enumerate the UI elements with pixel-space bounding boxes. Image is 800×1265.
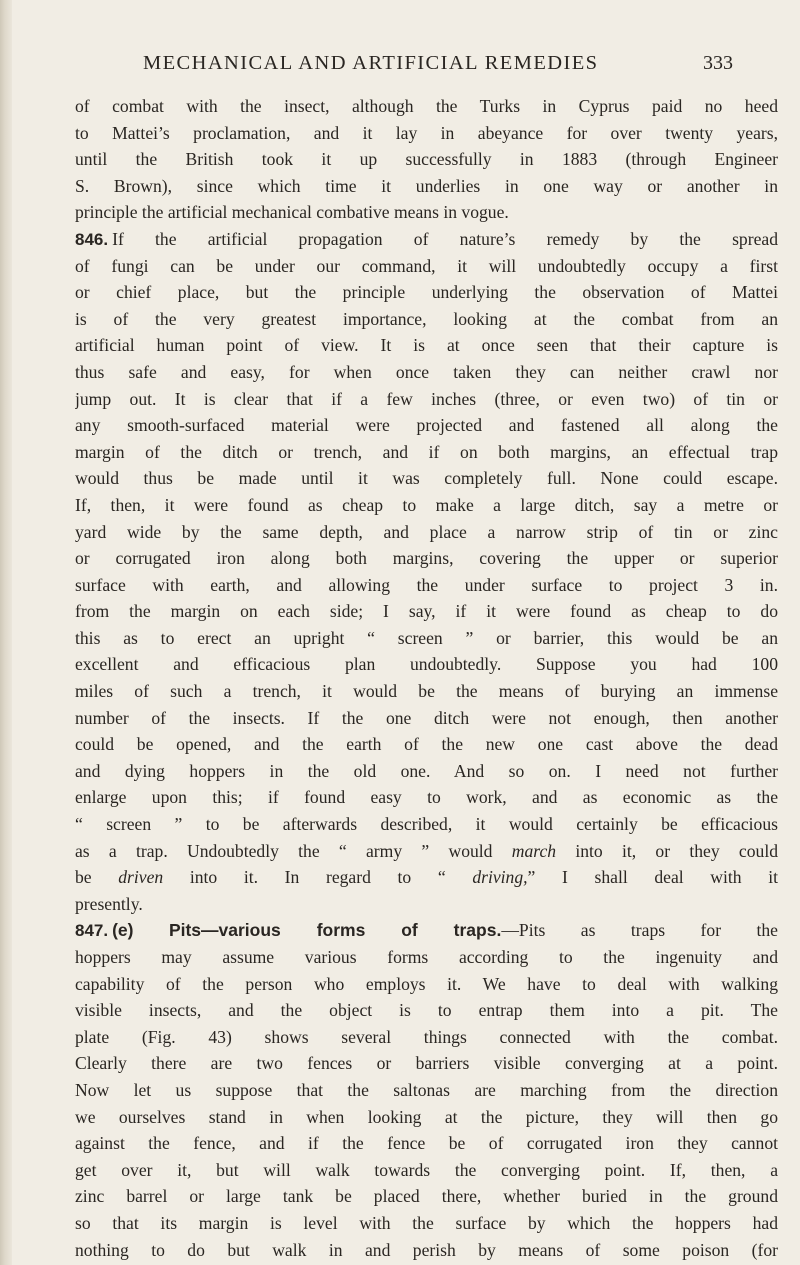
text-line: If, then, it were found as cheap to make a large ditch, say a metre or bbox=[75, 494, 778, 515]
text-segment: —Pits as traps for the bbox=[501, 920, 778, 941]
text-line: any smooth-surfaced material were projected and fastened all along the bbox=[75, 415, 778, 436]
text-line: could be opened, and the earth of the new one cast above the dead bbox=[75, 734, 778, 755]
paragraph-number-846: 846. bbox=[75, 229, 109, 249]
text-line: and dying hoppers in the old one. And so on. I need not further bbox=[75, 760, 778, 781]
text-line: thus safe and easy, for when once taken they can neither crawl nor bbox=[75, 361, 778, 382]
text-line: hoppers may assume various forms according to the ingenuity and bbox=[75, 947, 778, 967]
text-line: principle the artificial mechanical combative means in vogue. bbox=[75, 202, 509, 223]
text-line: of fungi can be under our command, it will undoubtedly occupy a first bbox=[75, 255, 778, 276]
running-head bbox=[0, 52, 800, 82]
text-line: S. Brown), since which time it underlies in one way or another in bbox=[75, 175, 778, 196]
text-line: plate (Fig. 43) shows several things connected with the combat. bbox=[75, 1026, 778, 1047]
text-line: “ screen ” to be afterwards described, it would certainly be efficacious bbox=[75, 814, 778, 835]
text-line: Now let us suppose that the saltonas are marching from the direction bbox=[75, 1079, 778, 1100]
text-line: visible insects, and the object is to entrap them into a pit. The bbox=[75, 1000, 778, 1021]
text-line: get over it, but will walk towards the converging point. If, then, a bbox=[75, 1159, 778, 1180]
text-line: excellent and efficacious plan undoubtedly. Suppose you had 100 bbox=[75, 654, 778, 675]
text-line: nothing to do but walk in and perish by means of some poison (for bbox=[75, 1239, 778, 1260]
text-line: of combat with the insect, although the Turks in Cyprus paid no heed bbox=[75, 96, 778, 116]
text-line-driven bbox=[75, 864, 778, 891]
text-line: miles of such a trench, it would be the means of burying an immense bbox=[75, 681, 778, 702]
text-line: number of the insects. If the one ditch were not enough, then another bbox=[75, 707, 778, 728]
text-line: would thus be made until it was completely full. None could escape. bbox=[75, 468, 778, 489]
text-line: to Mattei’s proclamation, and it lay in abeyance for over twenty years, bbox=[75, 122, 778, 143]
body-text bbox=[75, 93, 778, 1263]
italic-march: march bbox=[511, 840, 557, 861]
text-line: enlarge upon this; if found easy to work, and as economic as the bbox=[75, 787, 778, 808]
text-segment: be bbox=[75, 867, 119, 888]
running-head-title: MECHANICAL AND ARTIFICIAL REMEDIES bbox=[143, 52, 599, 74]
text-line: yard wide by the same depth, and place a narrow strip of tin or zinc bbox=[75, 521, 778, 542]
text-line: we ourselves stand in when looking at the picture, they will then go bbox=[75, 1106, 778, 1127]
section-heading: Pits—various forms of traps. bbox=[168, 920, 502, 941]
text-segment: into it. In regard to “ bbox=[163, 867, 473, 888]
page-number: 333 bbox=[703, 52, 733, 74]
text-line: presently. bbox=[75, 893, 143, 914]
paragraph-847-start bbox=[75, 917, 778, 944]
text-line: from the margin on each side; I say, if it were found as cheap to do bbox=[75, 601, 778, 622]
text-line: artificial human point of view. It is at once seen that their capture is bbox=[75, 335, 778, 356]
text-line: or chief place, but the principle underlying the observation of Mattei bbox=[75, 282, 778, 303]
text-line: jump out. It is clear that if a few inches (three, or even two) of tin or bbox=[75, 388, 778, 409]
italic-driven: driven bbox=[118, 867, 164, 888]
text-line: until the British took it up successfully in 1883 (through Engineer bbox=[75, 149, 778, 170]
text-line: zinc barrel or large tank be placed there, whether buried in the ground bbox=[75, 1186, 778, 1207]
paragraph-number-847: 847. bbox=[75, 921, 109, 941]
text-line-army bbox=[75, 838, 778, 865]
text-line: against the fence, and if the fence be of corrugated iron they cannot bbox=[75, 1133, 778, 1154]
page-gutter-shadow bbox=[0, 0, 12, 1265]
italic-driving: driving, bbox=[472, 867, 528, 888]
text-line: this as to erect an upright “ screen ” or barrier, this would be an bbox=[75, 627, 778, 648]
text-segment: into it, or they could bbox=[556, 840, 778, 861]
paragraph-846-start bbox=[75, 226, 778, 253]
text-line: capability of the person who employs it. We have to deal with walking bbox=[75, 973, 778, 994]
text-segment: ” I shall deal with it bbox=[527, 867, 778, 888]
section-label: (e) bbox=[112, 920, 134, 941]
text-line: or corrugated iron along both margins, covering the upper or superior bbox=[75, 548, 778, 569]
text-line: is of the very greatest importance, looking at the combat from an bbox=[75, 308, 778, 329]
text-line: Clearly there are two fences or barriers visible converging at a point. bbox=[75, 1053, 778, 1074]
text-line: If the artificial propagation of nature’s remedy by the spread bbox=[112, 228, 778, 249]
text-line: surface with earth, and allowing the under surface to project 3 in. bbox=[75, 574, 778, 595]
text-segment: as a trap. Undoubtedly the “ army ” would bbox=[75, 840, 512, 861]
text-line: margin of the ditch or trench, and if on both margins, an effectual trap bbox=[75, 441, 778, 462]
text-line: so that its margin is level with the surface by which the hoppers had bbox=[75, 1212, 778, 1233]
